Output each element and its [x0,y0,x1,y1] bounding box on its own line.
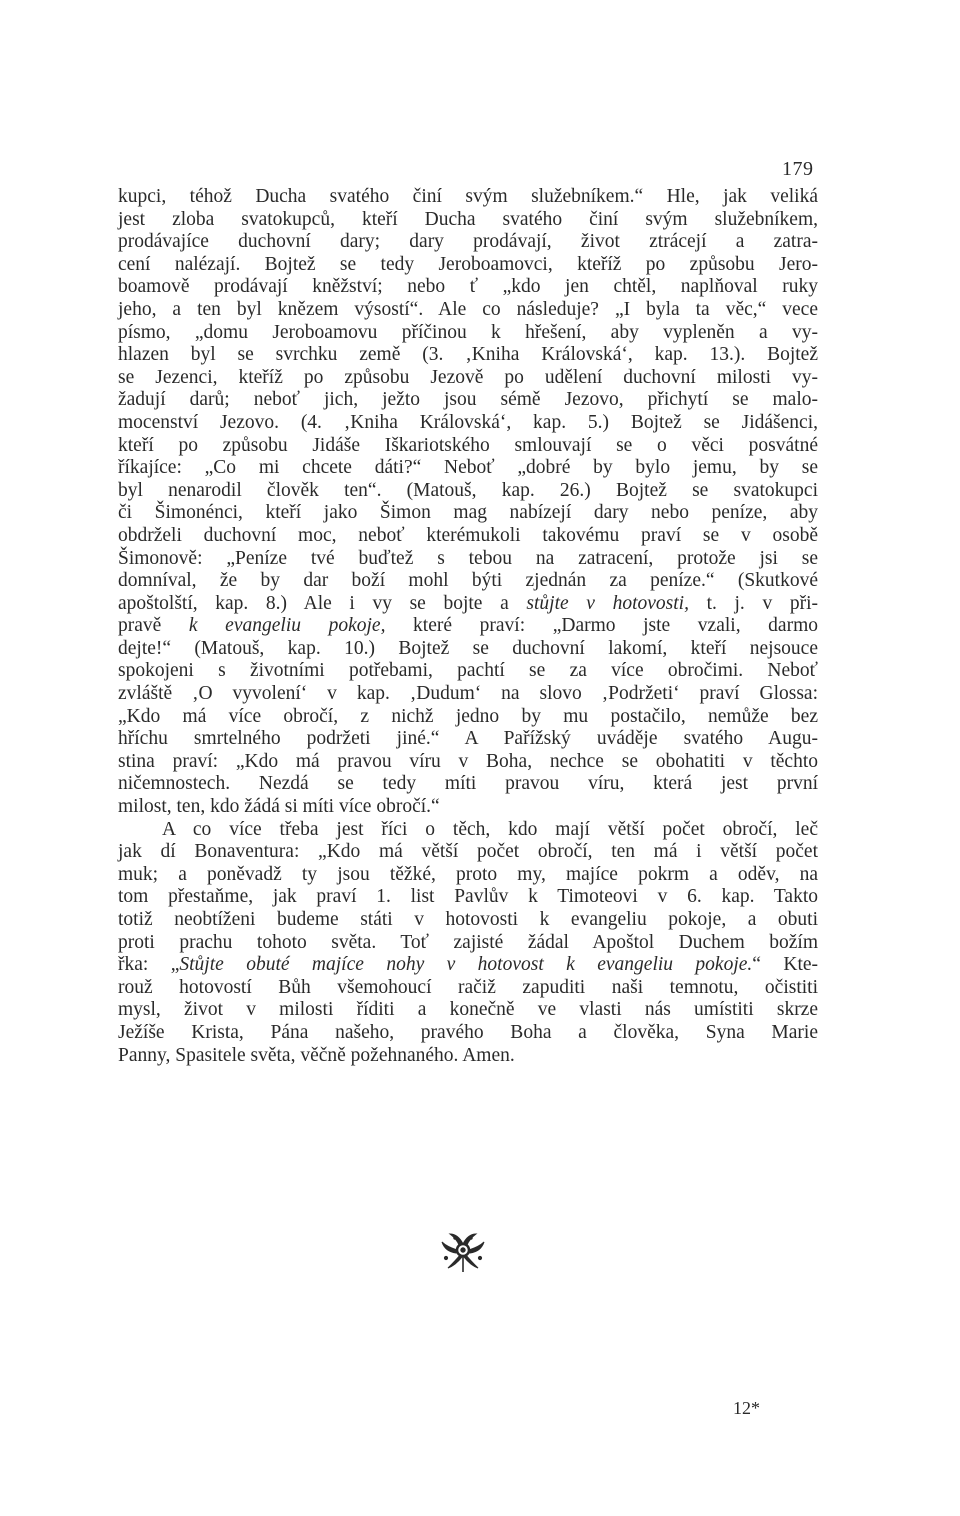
text-line [118,525,818,548]
text-line [118,367,818,390]
text-line [118,796,818,819]
text-segment: stina praví: „Kdo má pravou víru v Boha, nechce se obohatiti v těchto [118,750,818,772]
text-segment: hříchu smrtelného podržeti jiné.“ A Pařížský uváděje svatého Augu- [118,728,818,750]
text-segment: či Šimonénci, kteří jako Šimon mag nabízejí dary nebo peníze, aby [118,502,818,524]
text-segment: boamově prodávají kněžství; nebo ť „kdo jen chtěl, naplňoval ruky [118,276,818,298]
text-segment: písmo, „domu Jeroboamovu příčinou k hřešení, aby vypleněn a vy- [118,321,818,343]
text-segment: jest zloba svatokupců, kteří Ducha svatého činí svým služebníkem, [118,208,818,230]
text-segment: dejte!“ (Matouš, kap. 10.) Bojtež se duchovní lakomí, kteří nejsouce [118,637,818,659]
italic-text-segment: Stůjte obuté majíce nohy v hotovost k evangeliu pokoje. [179,954,753,976]
text-segment: domníval, že by dar boží mohl býti zjednán za peníze.“ (Skutkové [118,570,818,592]
text-segment: ničemnostech. Nezdá se tedy míti pravou víru, která jest první [118,773,818,795]
text-line [118,299,818,322]
text-line [118,570,818,593]
text-segment: jeho, a ten byl knězem výsostí“. Ale co následuje? „I byla ta věc,“ vece [118,298,818,320]
text-segment: Ježíše Krista, Pána našeho, pravého Boha a člověka, Syna Marie [118,1021,818,1043]
text-segment: kupci, téhož Ducha svatého činí svým služebníkem.“ Hle, jak veliká [118,186,818,207]
text-segment: t. j. v při- [688,592,818,614]
text-segment: byl nenarodil člověk ten“. (Matouš, kap. 26.) Bojtež se svatokupci [118,479,818,501]
text-line [118,638,818,661]
text-line [118,728,818,751]
text-segment: totiž neobtíženi budeme státi v hotovosti k evangeliu pokoje, a obuti [118,909,818,930]
text-line [118,344,818,367]
text-segment: Panny, Spasitele světa, věčně požehnaného. Amen. [118,1044,515,1066]
text-line [118,751,818,774]
text-line [118,593,818,616]
text-segment: apoštolští, kap. 8.) Ale i vy se bojte a [118,592,527,614]
text-line [118,186,818,209]
text-segment: zvláště ‚O vyvolení‘ v kap. ‚Dudum‘ na slovo ‚Podržeti‘ praví Glossa: [118,683,818,705]
text-line [118,841,818,864]
text-line [118,886,818,909]
italic-text-segment: k evangeliu pokoje, [188,615,386,637]
text-line [118,932,818,955]
text-line [118,999,818,1022]
text-line [118,615,818,638]
text-segment: mysl, život v milosti říditi a konečně ve vlasti nás umístiti skrze [118,999,818,1021]
text-segment: které praví: „Darmo jste vzali, darmo [385,615,819,637]
text-line [118,773,818,796]
text-segment: říkajíce: „Co mi chcete dáti?“ Neboť „dobré by bylo jemu, by se [118,457,818,479]
text-line [118,1022,818,1045]
text-segment: pravě [118,615,189,637]
text-line [118,977,818,1000]
text-line [118,435,818,458]
text-segment: spokojeni s životními potřebami, pachtí se za více obročimi. Neboť [118,660,818,682]
text-line [118,502,818,525]
text-line [118,276,818,299]
text-line [118,864,818,887]
text-line [118,660,818,683]
text-segment: mocenství Jezovo. (4. ‚Kniha Královská‘, kap. 5.) Bojtež se Jidášenci, [118,411,818,433]
text-line [118,909,818,932]
italic-text-segment: stůjte v hotovosti, [526,592,689,614]
text-line [118,389,818,412]
text-segment: rouž hotovostí Bůh všemohoucí račiž zapuditi naši temnotu, očistiti [118,976,818,998]
text-segment: muk; a poněvadž ty jsou těžké, proto my, majíce pokrm a oděv, na [118,863,818,885]
text-segment: prodávajíce duchovní dary; dary prodávají, život ztrácejí a zatra- [118,231,818,253]
text-line [118,254,818,277]
text-segment: žadují darů; neboť jich, ježto jsou sémě Jezovo, přichytí se malo- [118,389,818,411]
text-segment: jak dí Bonaventura: „Kdo má větší počet obročí, ten má i větší počet [118,841,818,863]
text-segment: tom přestaňme, jak praví 1. list Pavlův k Timoteovi v 6. kap. Takto [118,886,818,908]
text-segment: obdrželi duchovní moc, neboť kterémukoli takovému praví se v osobě [118,524,818,546]
text-segment: „Kdo má více obročí, z nichž jedno by mu postačilo, nemůže bez [118,705,818,727]
text-segment: Šimonově: „Peníze tvé buďtež s tebou na zatracení, protože jsi se [118,547,818,569]
body-text [118,186,818,1067]
text-segment: se Jezenci, kteříž po způsobu Jezově po udělení duchovní milosti vy- [118,366,818,388]
text-line [118,231,818,254]
text-segment: proti prachu tohoto světa. Toť zajisté žádal Apoštol Duchem božím [118,931,818,953]
text-line [118,954,818,977]
text-line [118,412,818,435]
text-line [118,322,818,345]
text-segment: řka: „ [118,954,180,976]
text-segment: hlazen byl se svrchku země (3. ‚Kniha Královská‘, kap. 13.). Bojtež [118,344,818,366]
text-line [118,457,818,480]
text-line [118,683,818,706]
floral-ornament-icon [438,1228,488,1274]
signature-mark: 12* [733,1398,760,1418]
text-line [118,548,818,571]
text-line [118,819,818,842]
text-segment: cení nalézají. Bojtež se tedy Jeroboamovci, kteříž po způsobu Jero- [118,253,818,275]
text-segment: A co více třeba jest říci o těch, kdo mají větší počet obročí, leč [162,818,818,840]
text-segment: kteří po způsobu Jidáše Iškariotského smlouvají se o věci posvátné [118,434,818,456]
text-segment: milost, ten, kdo žádá si míti více obročí.“ [118,796,440,818]
text-segment: “ Kte- [752,954,819,976]
text-line [118,706,818,729]
text-line [118,1045,818,1068]
page-number: 179 [782,158,814,180]
text-line [118,480,818,503]
text-line [118,209,818,232]
